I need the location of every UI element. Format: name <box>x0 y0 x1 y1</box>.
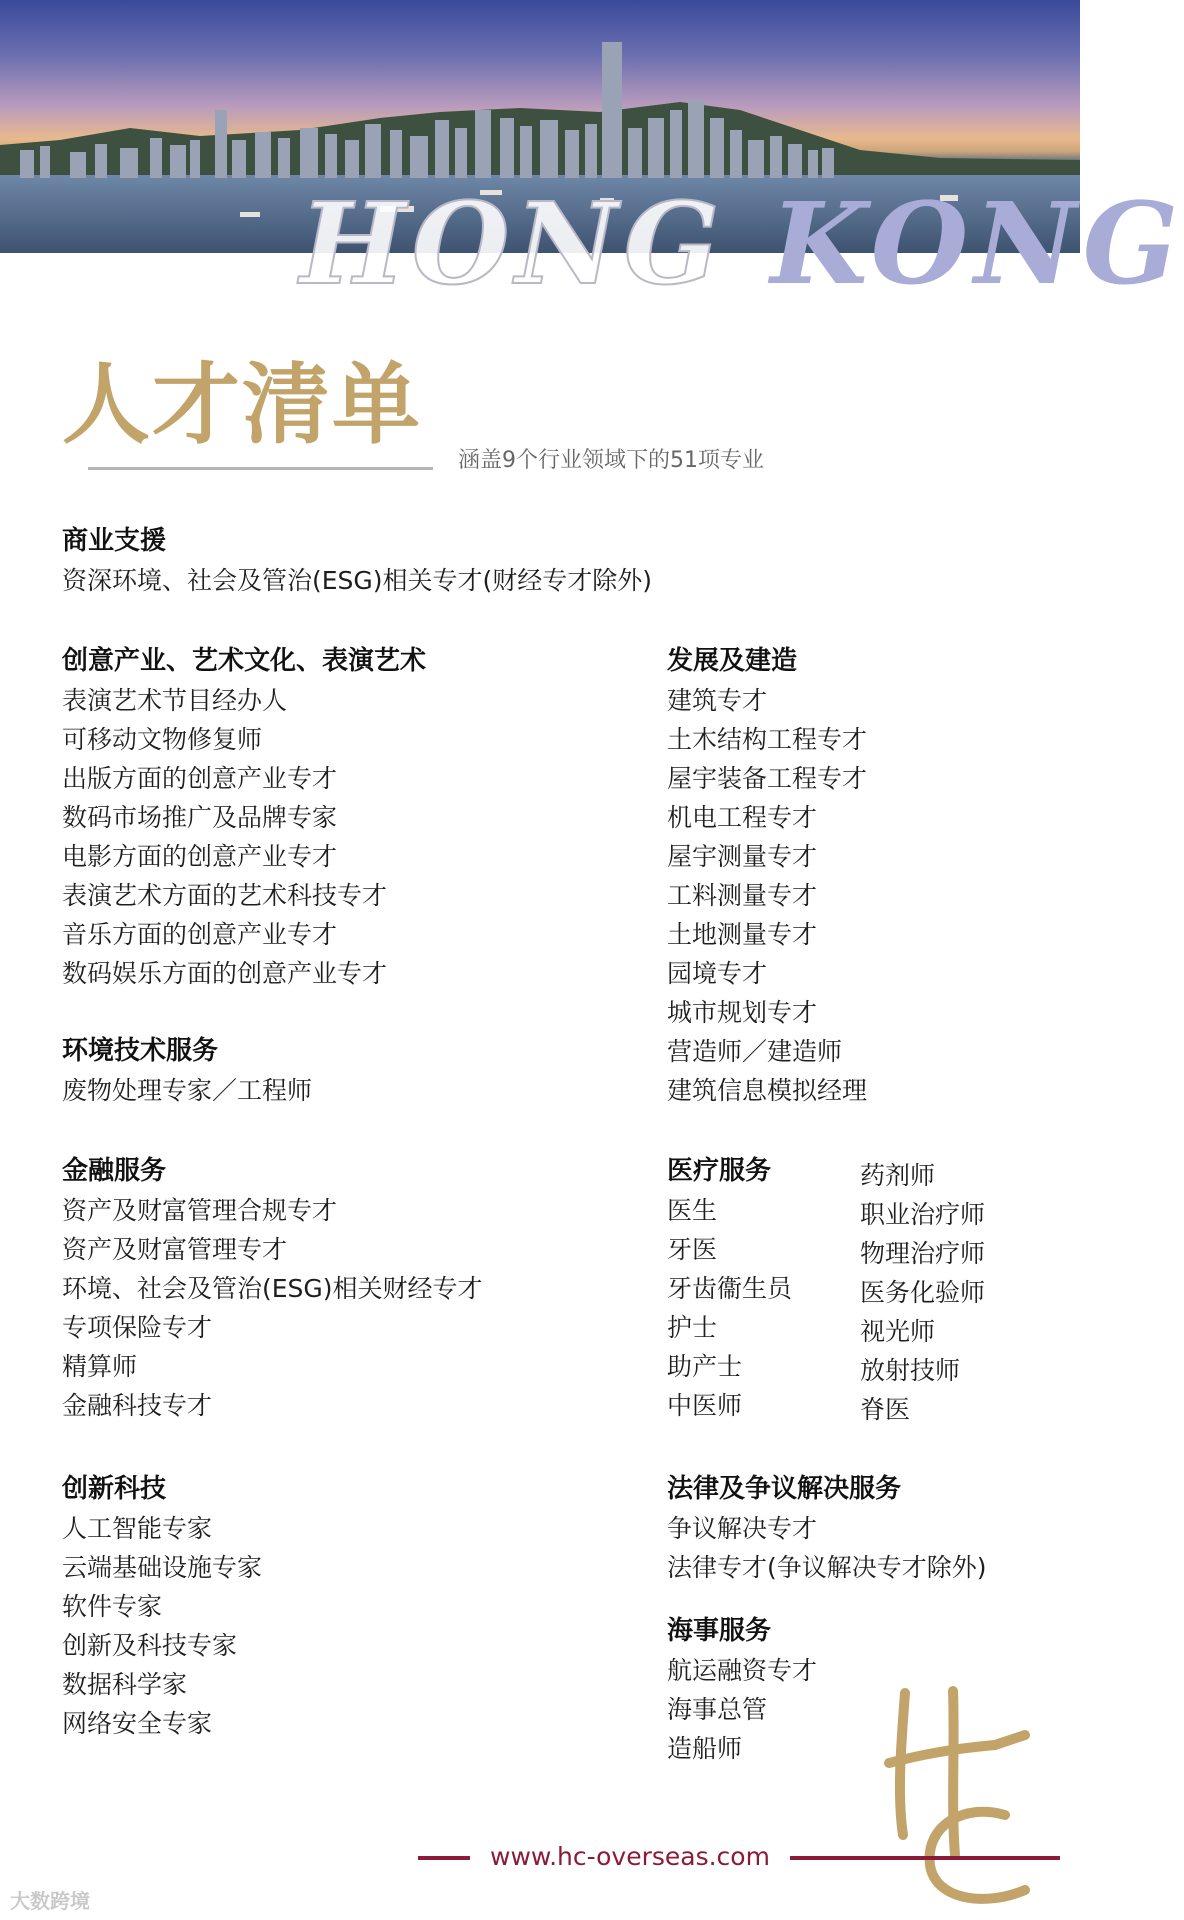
list-item: 废物处理专家／工程师 <box>62 1076 313 1105</box>
section-title: 发展及建造 <box>667 646 798 676</box>
list-item: 金融科技专才 <box>62 1391 213 1420</box>
watermark: 大数跨境 <box>10 1889 90 1913</box>
list-item: 医务化验师 <box>860 1278 986 1307</box>
list-item: 表演艺术方面的艺术科技专才 <box>62 881 388 910</box>
list-item: 航运融资专才 <box>667 1656 818 1685</box>
list-item: 数据科学家 <box>62 1670 188 1699</box>
title-underline <box>88 467 433 470</box>
list-item: 人工智能专家 <box>62 1514 213 1543</box>
list-item: 软件专家 <box>62 1592 163 1621</box>
list-item: 专项保险专才 <box>62 1313 213 1342</box>
list-item: 创新及科技专家 <box>62 1631 238 1660</box>
item-list <box>62 1191 483 1425</box>
page-title: 人才清单 <box>62 353 423 456</box>
list-item: 电影方面的创意产业专才 <box>62 842 338 871</box>
list-item: 护士 <box>667 1313 718 1342</box>
list-item: 城市规划专才 <box>667 998 818 1027</box>
list-item: 争议解决专才 <box>667 1514 818 1543</box>
list-item: 土地测量专才 <box>667 920 818 949</box>
section-innovation-technology <box>62 1469 262 1743</box>
section-title: 海事服务 <box>667 1616 772 1646</box>
list-item: 助产士 <box>667 1352 743 1381</box>
list-item: 环境、社会及管治(ESG)相关财经专才 <box>62 1274 483 1303</box>
section-business-support <box>62 521 652 600</box>
list-item: 资产及财富管理合规专才 <box>62 1196 338 1225</box>
section-development-construction <box>667 641 867 1110</box>
list-item: 数码市场推广及品牌专家 <box>62 803 338 832</box>
list-item: 物理治疗师 <box>860 1239 986 1268</box>
page-subtitle: 涵盖9个行业领域下的51项专业 <box>458 448 764 473</box>
hong-word: HONG <box>300 179 726 310</box>
section-title: 商业支援 <box>62 526 167 556</box>
list-item: 工料测量专才 <box>667 881 818 910</box>
item-list <box>62 1509 262 1743</box>
section-title: 创新科技 <box>62 1474 167 1504</box>
section-creative-industries <box>62 641 426 993</box>
list-item: 园境专才 <box>667 959 768 988</box>
section-legal-dispute-services <box>667 1469 987 1587</box>
section-medical-services-col2 <box>860 1156 985 1429</box>
list-item: 医生 <box>667 1196 718 1225</box>
footer-rule-left <box>418 1856 470 1860</box>
list-item: 造船师 <box>667 1734 743 1763</box>
list-item: 资产及财富管理专才 <box>62 1235 288 1264</box>
section-title: 金融服务 <box>62 1156 167 1186</box>
section-medical-services <box>667 1151 792 1425</box>
section-title: 环境技术服务 <box>62 1036 219 1066</box>
section-maritime-services <box>667 1611 817 1768</box>
item-list <box>667 681 867 1110</box>
section-title: 医疗服务 <box>667 1156 772 1186</box>
list-item: 机电工程专才 <box>667 803 818 832</box>
list-item: 职业治疗师 <box>860 1200 986 1229</box>
list-item: 视光师 <box>860 1317 936 1346</box>
list-item: 海事总管 <box>667 1695 768 1724</box>
list-item: 屋宇装备工程专才 <box>667 764 868 793</box>
item-list <box>62 681 426 993</box>
list-item: 脊医 <box>860 1395 911 1424</box>
item-list <box>667 1191 792 1425</box>
item-list <box>667 1651 817 1768</box>
list-item: 药剂师 <box>860 1161 936 1190</box>
list-item: 表演艺术节目经办人 <box>62 686 288 715</box>
list-item: 放射技师 <box>860 1356 961 1385</box>
list-item: 牙医 <box>667 1235 718 1264</box>
section-title: 法律及争议解决服务 <box>667 1474 902 1504</box>
item-list <box>62 1071 312 1110</box>
list-item: 可移动文物修复师 <box>62 725 263 754</box>
list-item: 网络安全专家 <box>62 1709 213 1738</box>
list-item: 云端基础设施专家 <box>62 1553 263 1582</box>
list-item: 营造师／建造师 <box>667 1037 843 1066</box>
section-environmental-services <box>62 1031 312 1110</box>
kong-word: KONG <box>770 179 1184 310</box>
item-list <box>667 1509 987 1587</box>
list-item: 屋宇测量专才 <box>667 842 818 871</box>
list-item: 中医师 <box>667 1391 743 1420</box>
section-title: 创意产业、艺术文化、表演艺术 <box>62 646 427 676</box>
list-item: 数码娱乐方面的创意产业专才 <box>62 959 388 988</box>
hong-kong-wordmark <box>300 179 1184 310</box>
list-item: 建筑信息模拟经理 <box>667 1076 868 1105</box>
item-list <box>62 561 652 600</box>
section-financial-services <box>62 1151 483 1425</box>
list-item: 出版方面的创意产业专才 <box>62 764 338 793</box>
footer-rule-right <box>790 1856 1060 1860</box>
list-item: 牙齿衞生员 <box>667 1274 793 1303</box>
hc-logo-icon <box>875 1685 1045 1915</box>
list-item: 土木结构工程专才 <box>667 725 868 754</box>
list-item: 音乐方面的创意产业专才 <box>62 920 338 949</box>
website-link[interactable]: www.hc-overseas.com <box>490 1842 770 1871</box>
list-item: 资深环境、社会及管治(ESG)相关专才(财经专才除外) <box>62 566 653 595</box>
list-item: 精算师 <box>62 1352 138 1381</box>
list-item: 建筑专才 <box>667 686 768 715</box>
item-list <box>860 1156 985 1429</box>
list-item: 法律专才(争议解决专才除外) <box>667 1553 987 1582</box>
